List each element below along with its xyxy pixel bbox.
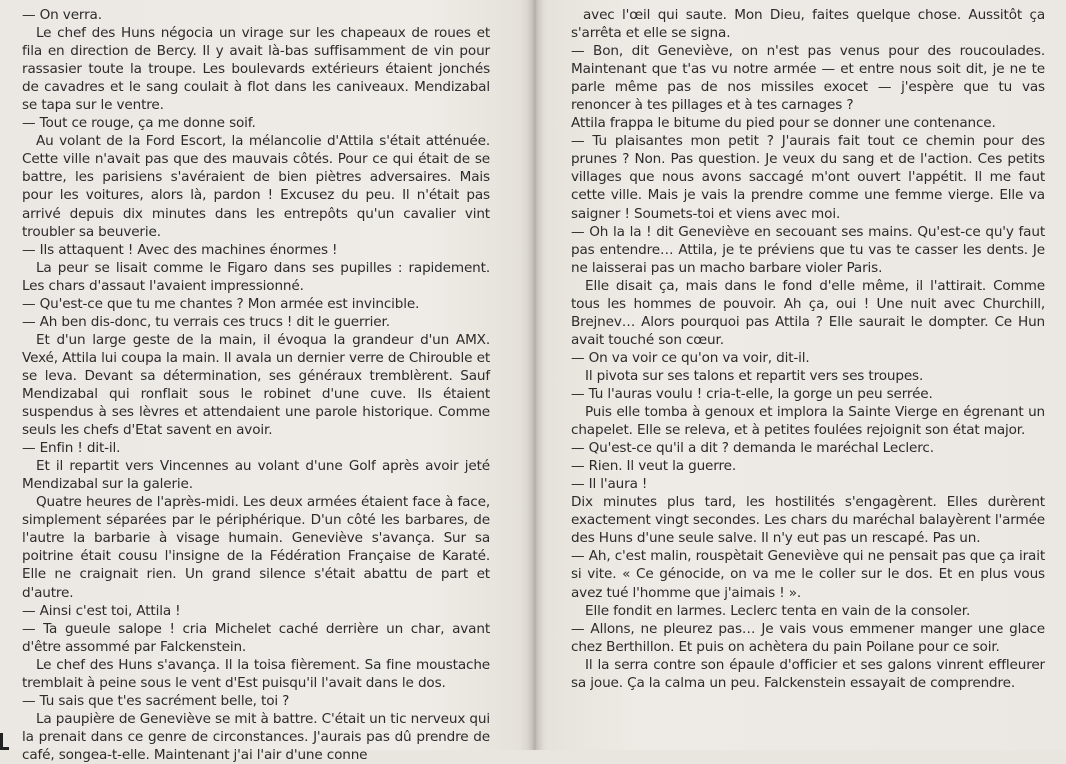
paragraph: avec l'œil qui saute. Mon Dieu, faites quelque chose. Aussitôt ça s'arrêta et elle se signa. xyxy=(571,7,1045,42)
paragraph: — Qu'est-ce qu'il a dit ? demanda le maréchal Leclerc. xyxy=(571,440,934,457)
paragraph: — Allons, ne pleurez pas… Je vais vous emmener manger une glace chez Berthillon. Et puis on achètera du pain Poilane pour ce soir. xyxy=(571,620,1045,655)
corner-mark xyxy=(0,733,9,750)
paragraph: — Il l'aura ! xyxy=(571,476,648,493)
paragraph: — Ainsi c'est toi, Attila ! xyxy=(22,602,181,619)
paragraph: — Ah, c'est malin, rouspètait Geneviève qui ne pensait pas que ça irait si vite. « Ce génocide, on va me le coller sur le dos. Et en plus vous avez tué l'homme que j'aimais ! ». xyxy=(571,548,1045,601)
paragraph: — Ta gueule salope ! cria Michelet caché derrière un char, avant d'être assommé par Falckenstein. xyxy=(22,620,490,655)
paragraph: La paupière de Geneviève se mit à battre. C'était un tic nerveux qui la prenait dans ce genre de circonstances. J'aurais pas dû prendre de café, songea-t-elle. Maintenant j'ai l'air d'une conne xyxy=(22,710,490,763)
paragraph: — Bon, dit Geneviève, on n'est pas venus pour des roucoulades. Maintenant que t'as vu notre armée — et entre nous soit dit, je ne te parle même pas de nos missiles exocet — j'espère que tu vas renoncer à tes pillages et à tes carnages ? xyxy=(571,43,1045,114)
paragraph: Et il repartit vers Vincennes au volant d'une Golf après avoir jeté Mendizabal sur la galerie. xyxy=(22,458,490,493)
paragraph: — Tu plaisantes mon petit ? J'aurais fait tout ce chemin pour des prunes ? Non. Pas question. Je veux du sang et de l'action. Ces petits villages que nous avons saccagé m'ont ouvert l'appétit. Il me faut cette ville. Mais je vais la prendre comme une femme vierge. Elle va saigner ! Soumets-toi et viens avec moi. xyxy=(571,133,1045,222)
paragraph: — On va voir ce qu'on va voir, dit-il. xyxy=(571,349,810,366)
paragraph: — Rien. Il veut la guerre. xyxy=(571,458,736,475)
paragraph: — Oh la la ! dit Geneviève en secouant ses mains. Qu'est-ce qu'y faut pas entendre… Attila, je te préviens que tu vas te casser les dents. Je ne laisserai pas un macho barbare violer Paris. xyxy=(571,223,1045,276)
paragraph: Le chef des Huns s'avança. Il la toisa fièrement. Sa fine moustache tremblait à peine sous le vent d'Est puisqu'il l'avait dans le dos. xyxy=(22,656,490,691)
paragraph: — Ils attaquent ! Avec des machines énormes ! xyxy=(22,241,338,258)
paragraph: — Enfin ! dit-il. xyxy=(22,440,121,457)
paragraph: — Tout ce rouge, ça me donne soif. xyxy=(22,115,256,132)
paragraph: — On verra. xyxy=(22,7,102,23)
paragraph: Le chef des Huns négocia un virage sur les chapeaux de roues et fila en direction de Bercy. Il y avait là-bas suffisamment de vin pour rassasier toute la troupe. Les boulevards extérieurs étaient jonchés de cavadres et le sang coulait à flot dans les caniveaux. Mendizabal se tapa sur le ventre. xyxy=(22,25,490,114)
paragraph: — Qu'est-ce que tu me chantes ? Mon armée est invincible. xyxy=(22,295,420,312)
book-gutter xyxy=(520,0,548,750)
paragraph: Et d'un large geste de la main, il évoqua la grandeur d'un AMX. Vexé, Attila lui coupa la main. Il avala un dernier verre de Chirouble et se leva. Devant sa détermination, ses généraux tremblèrent. Sauf Mendizabal qui ronflait sous le robinet d'une cuve. Ils étaient suspendus à ses lèvres et attendaient une parole historique. Comme seuls les chefs d'Etat savent en avoir. xyxy=(22,331,490,439)
paragraph: Elle disait ça, mais dans le fond d'elle même, il l'attirait. Comme tous les hommes de pouvoir. Ah ça, oui ! Une nuit avec Churchill, Brejnev… Alors pourquoi pas Attila ? Elle saurait le dompter. Ce Hun avait touché son cœur. xyxy=(571,277,1045,348)
paragraph: Il pivota sur ses talons et repartit vers ses troupes. xyxy=(585,367,924,384)
paragraph: — Tu sais que t'es sacrément belle, toi ? xyxy=(22,692,290,709)
right-page xyxy=(571,0,1045,756)
paragraph: Au volant de la Ford Escort, la mélancolie d'Attila s'était atténuée. Cette ville n'avait pas que des mauvais côtés. Pour ce qui était de se battre, les parisiens s'avéraient de bien piètres adversaires. Mais pour les voitures, alors là, pardon ! Excusez du peu. Il n'était pas arrivé depuis dix minutes dans les entrepôts qu'un cavalier vint troubler sa beuverie. xyxy=(22,133,490,240)
paragraph: — Tu l'auras voulu ! cria-t-elle, la gorge un peu serrée. xyxy=(571,385,933,402)
paragraph: Il la serra contre son épaule d'officier et ses galons vinrent effleurer sa joue. Ça la calma un peu. Falckenstein essayait de comprendre. xyxy=(571,656,1045,691)
left-page xyxy=(22,0,490,763)
paragraph: Attila frappa le bitume du pied pour se donner une contenance. xyxy=(571,115,996,132)
paragraph: — Ah ben dis-donc, tu verrais ces trucs ! dit le guerrier. xyxy=(22,313,390,330)
paragraph: La peur se lisait comme le Figaro dans ses pupilles : rapidement. Les chars d'assaut l'avaient impressionné. xyxy=(22,259,490,294)
paragraph: Dix minutes plus tard, les hostilités s'engagèrent. Elles durèrent exactement vingt secondes. Les chars du maréchal balayèrent l'armée des Huns d'une seule salve. Il n'y eut pas un rescapé. Pas un. xyxy=(571,494,1045,547)
paragraph: Elle fondit en larmes. Leclerc tenta en vain de la consoler. xyxy=(585,602,971,619)
paragraph: Quatre heures de l'après-midi. Les deux armées étaient face à face, simplement séparées par le périphérique. D'un côté les barbares, de l'autre la barbarie à visage humain. Geneviève s'avança. Sur sa poitrine était cousu l'insigne de la Fédération Française de Karaté. Elle ne craignait rien. Un grand silence s'était abattu de part et d'autre. xyxy=(22,494,490,601)
paragraph: Puis elle tomba à genoux et implora la Sainte Vierge en égrenant un chapelet. Elle se releva, et à petites foulées rejoignit son état major. xyxy=(571,404,1045,439)
